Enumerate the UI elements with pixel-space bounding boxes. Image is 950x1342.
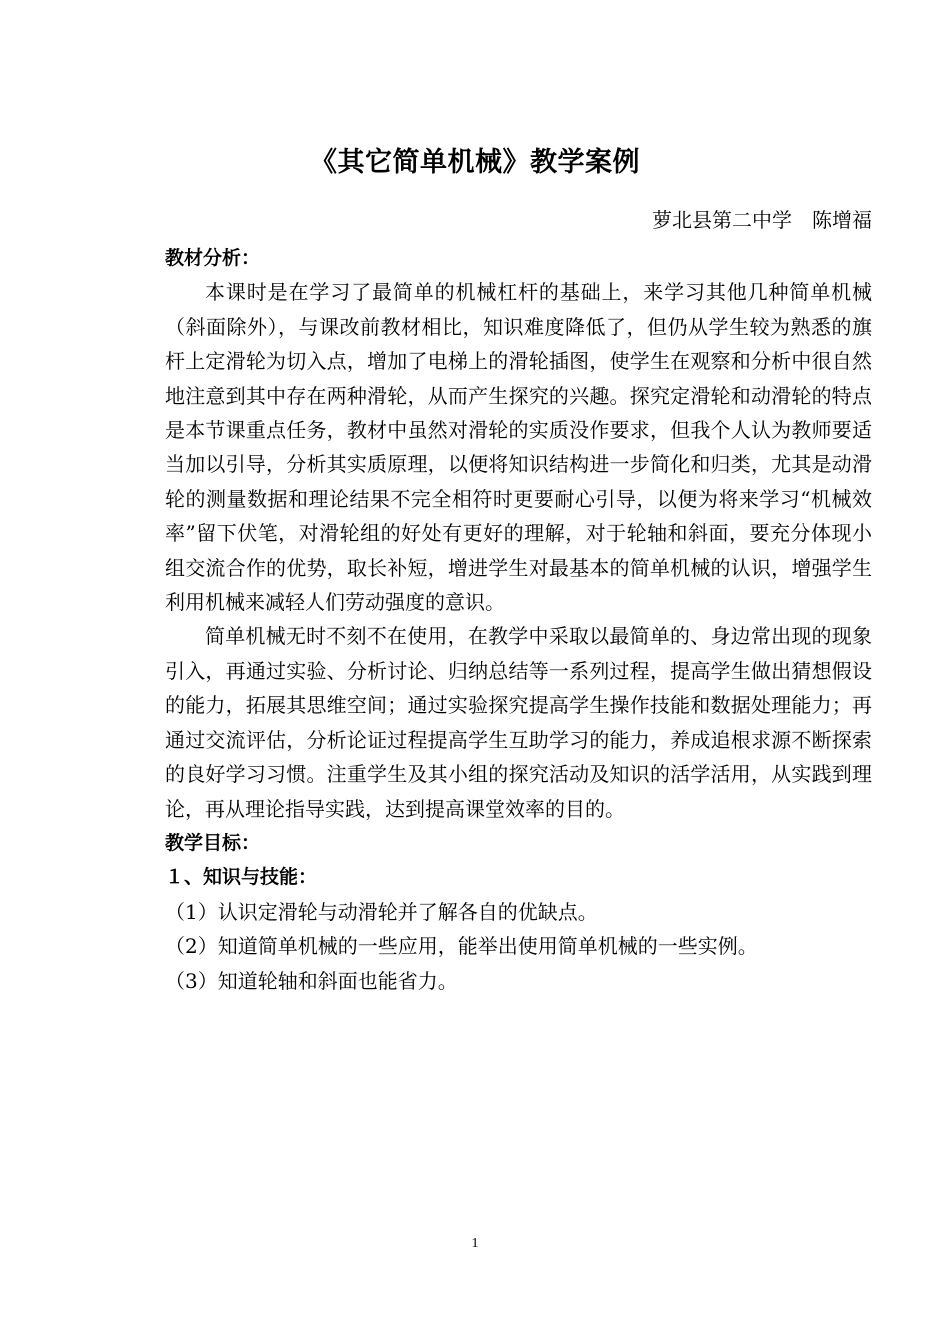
page-number: 1	[471, 1236, 479, 1251]
section-heading-teaching-goals: 教学目标：	[165, 831, 261, 854]
section-heading-textbook-analysis: 教材分析：	[165, 247, 261, 269]
document-body	[165, 241, 872, 998]
paragraph: 简单机械无时不刻不在使用，在教学中采取以最简单的、身边常出现的现象引入，再通过实验、分析讨论、归纳总结等一系列过程，提高学生做出猜想假设的能力，拓展其思维空间；通过实验探究提高学生操作技能和数据处理能力；再通过交流评估，分析论证过程提高学生互助学习的能力，养成追根求源不断探索的良好学习习惯。注重学生及其小组的探究活动及知识的活学活用，从实践到理论，再从理论指导实践，达到提高课堂效率的目的。	[165, 624, 872, 821]
document-title: 《其它简单机械》教学案例	[310, 147, 640, 178]
list-item: （1）认识定滑轮与动滑轮并了解各自的优缺点。	[165, 899, 598, 924]
author-line: 萝北县第二中学 陈增福	[652, 208, 872, 232]
subsection-heading-knowledge-skills: １、知识与技能：	[165, 866, 318, 889]
list-item: （3）知道轮轴和斜面也能省力。	[165, 968, 458, 993]
paragraph: 本课时是在学习了最简单的机械杠杆的基础上，来学习其他几种简单机械（斜面除外），与课改前教材相比，知识难度降低了，但仍从学生较为熟悉的旗杆上定滑轮为切入点，增加了电梯上的滑轮插图，使学生在观察和分析中很自然地注意到其中存在两种滑轮，从而产生探究的兴趣。探究定滑轮和动滑轮的特点是本节课重点任务，教材中虽然对滑轮的实质没作要求，但我个人认为教师要适当加以引导，分析其实质原理，以便将知识结构进一步简化和归类，尤其是动滑轮的测量数据和理论结果不完全相符时更要耐心引导，以便为将来学习“机械效率”留下伏笔，对滑轮组的好处有更好的理解，对于轮轴和斜面，要充分体现小组交流合作的优势，取长补短，增进学生对最基本的简单机械的认识，增强学生利用机械来减轻人们劳动强度的意识。	[165, 280, 872, 615]
list-item: （2）知道简单机械的一些应用，能举出使用简单机械的一些实例。	[165, 934, 758, 959]
